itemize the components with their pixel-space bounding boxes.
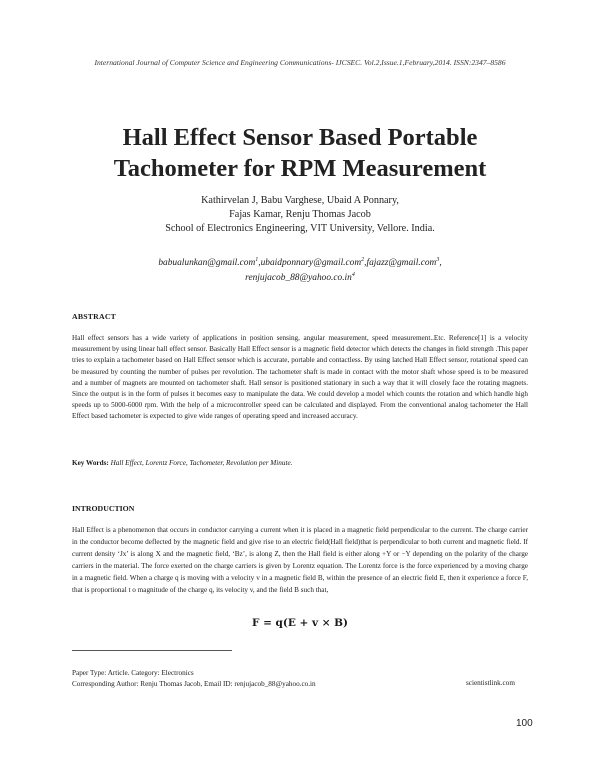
abstract-body: Hall effect sensors has a wide variety of applications in position sensing, angular measurement, speed measurement..Etc. Reference[1] is a velocity measurement by using linear hall effect sensor. Basically Hall Effect sensor is a magnetic field detector which detects the changes in field strength .This paper tries to explain a tachometer based on Hall Effect sensor which is accurate, portable and contactless. By using latched Hall Effect sensor, rotational speed can be measured by counting the number of pulses per revolution. The tachometer shaft is made in contact with the motor shaft whose speed is to be measured and a number of magnets are mounted on tachometer shaft. Hall sensor is positioned stationary in such a way that it will closely face the rotating magnets. Since the output is in the form of pulses it becomes easy to manipulate the data. We could develop a model which counts the rotation and which handle high speeds up to 5000-6000 rpm. With the help of a microcontroller speed can be calculated and displayed. From the conventional analog tachometer the Hall Effect based tachometer is expected to give wide ranges of operating speed and increased accuracy. xyxy=(72,334,528,421)
email-line-1 xyxy=(0,254,600,269)
paper-title xyxy=(0,122,600,184)
site-link[interactable]: scientistlink.com xyxy=(466,679,515,687)
authors-line-2: Fajas Kamar, Renju Thomas Jacob xyxy=(229,209,371,220)
title-line-1: Hall Effect Sensor Based Portable xyxy=(122,124,478,151)
footer-notes xyxy=(72,668,316,690)
footer-divider xyxy=(72,650,232,651)
author-block xyxy=(0,194,600,236)
email-separator: , xyxy=(439,258,442,269)
email-3-sup: 3 xyxy=(436,257,440,263)
page-number: 100 xyxy=(516,718,533,729)
email-2[interactable]: ,ubaidponnary@gmail.com xyxy=(258,258,362,269)
email-3[interactable]: ,fajazz@gmail.com xyxy=(364,258,437,269)
authors-line-1: Kathirvelan J, Babu Varghese, Ubaid A Ponnary, xyxy=(201,195,399,206)
keywords-text: Hall Effect, Lorentz Force, Tachometer, Revolution per Minute. xyxy=(110,459,293,467)
email-list xyxy=(0,254,600,284)
title-line-2: Tachometer for RPM Measurement xyxy=(113,155,487,182)
journal-header: International Journal of Computer Science and Engineering Communications- IJCSEC. Vol.2,Issue.1,February,2014. ISSN:2347–8586 xyxy=(94,58,506,67)
paper-type: Paper Type: Article. Category: Electronics xyxy=(72,669,194,677)
introduction-heading: INTRODUCTION xyxy=(72,504,135,513)
email-1[interactable]: babualunkan@gmail.com xyxy=(158,258,256,269)
email-1-sup: 1 xyxy=(255,257,259,263)
email-4-sup: 4 xyxy=(351,272,355,279)
introduction-body: Hall Effect is a phenomenon that occurs in conductor carrying a current when it is placed in a magnetic field perpendicular to the current. The charge carrier in the conductor become deflected by the magnetic field and give rise to an electric field(Hall field)that is perpendicular to both current and magnetic field. If current density ‘Jx’ is along X and the magnetic field, ‘Bz’, is along Z, then the Hall field is either along +Y or −Y depending on the polarity of the charge carriers in the material. The force exerted on the charge carriers is given by Lorentz equation. The Lorentz force is the force experienced by a moving charge in a magnetic field. When a charge q is moving with a velocity v in a magnetic field B, within the presence of an electric field E, then it experience a force F, that is proportional t o magnitude of the charge q, its velocity v, and the field B such that, xyxy=(72,526,528,594)
abstract-heading: ABSTRACT xyxy=(72,312,117,321)
corresponding-author: Corresponding Author: Renju Thomas Jacob, Email ID: renjujacob_88@yahoo.co.in xyxy=(72,680,316,688)
email-2-sup: 2 xyxy=(361,257,365,263)
email-4[interactable]: renjujacob_88@yahoo.co.in xyxy=(245,273,352,284)
email-line-2 xyxy=(0,269,600,284)
keywords xyxy=(72,459,292,467)
affiliation: School of Electronics Engineering, VIT University, Vellore. India. xyxy=(165,223,435,234)
lorentz-formula: F = q(E + v × B) xyxy=(251,617,349,629)
keywords-label: Key Words: xyxy=(72,459,109,467)
